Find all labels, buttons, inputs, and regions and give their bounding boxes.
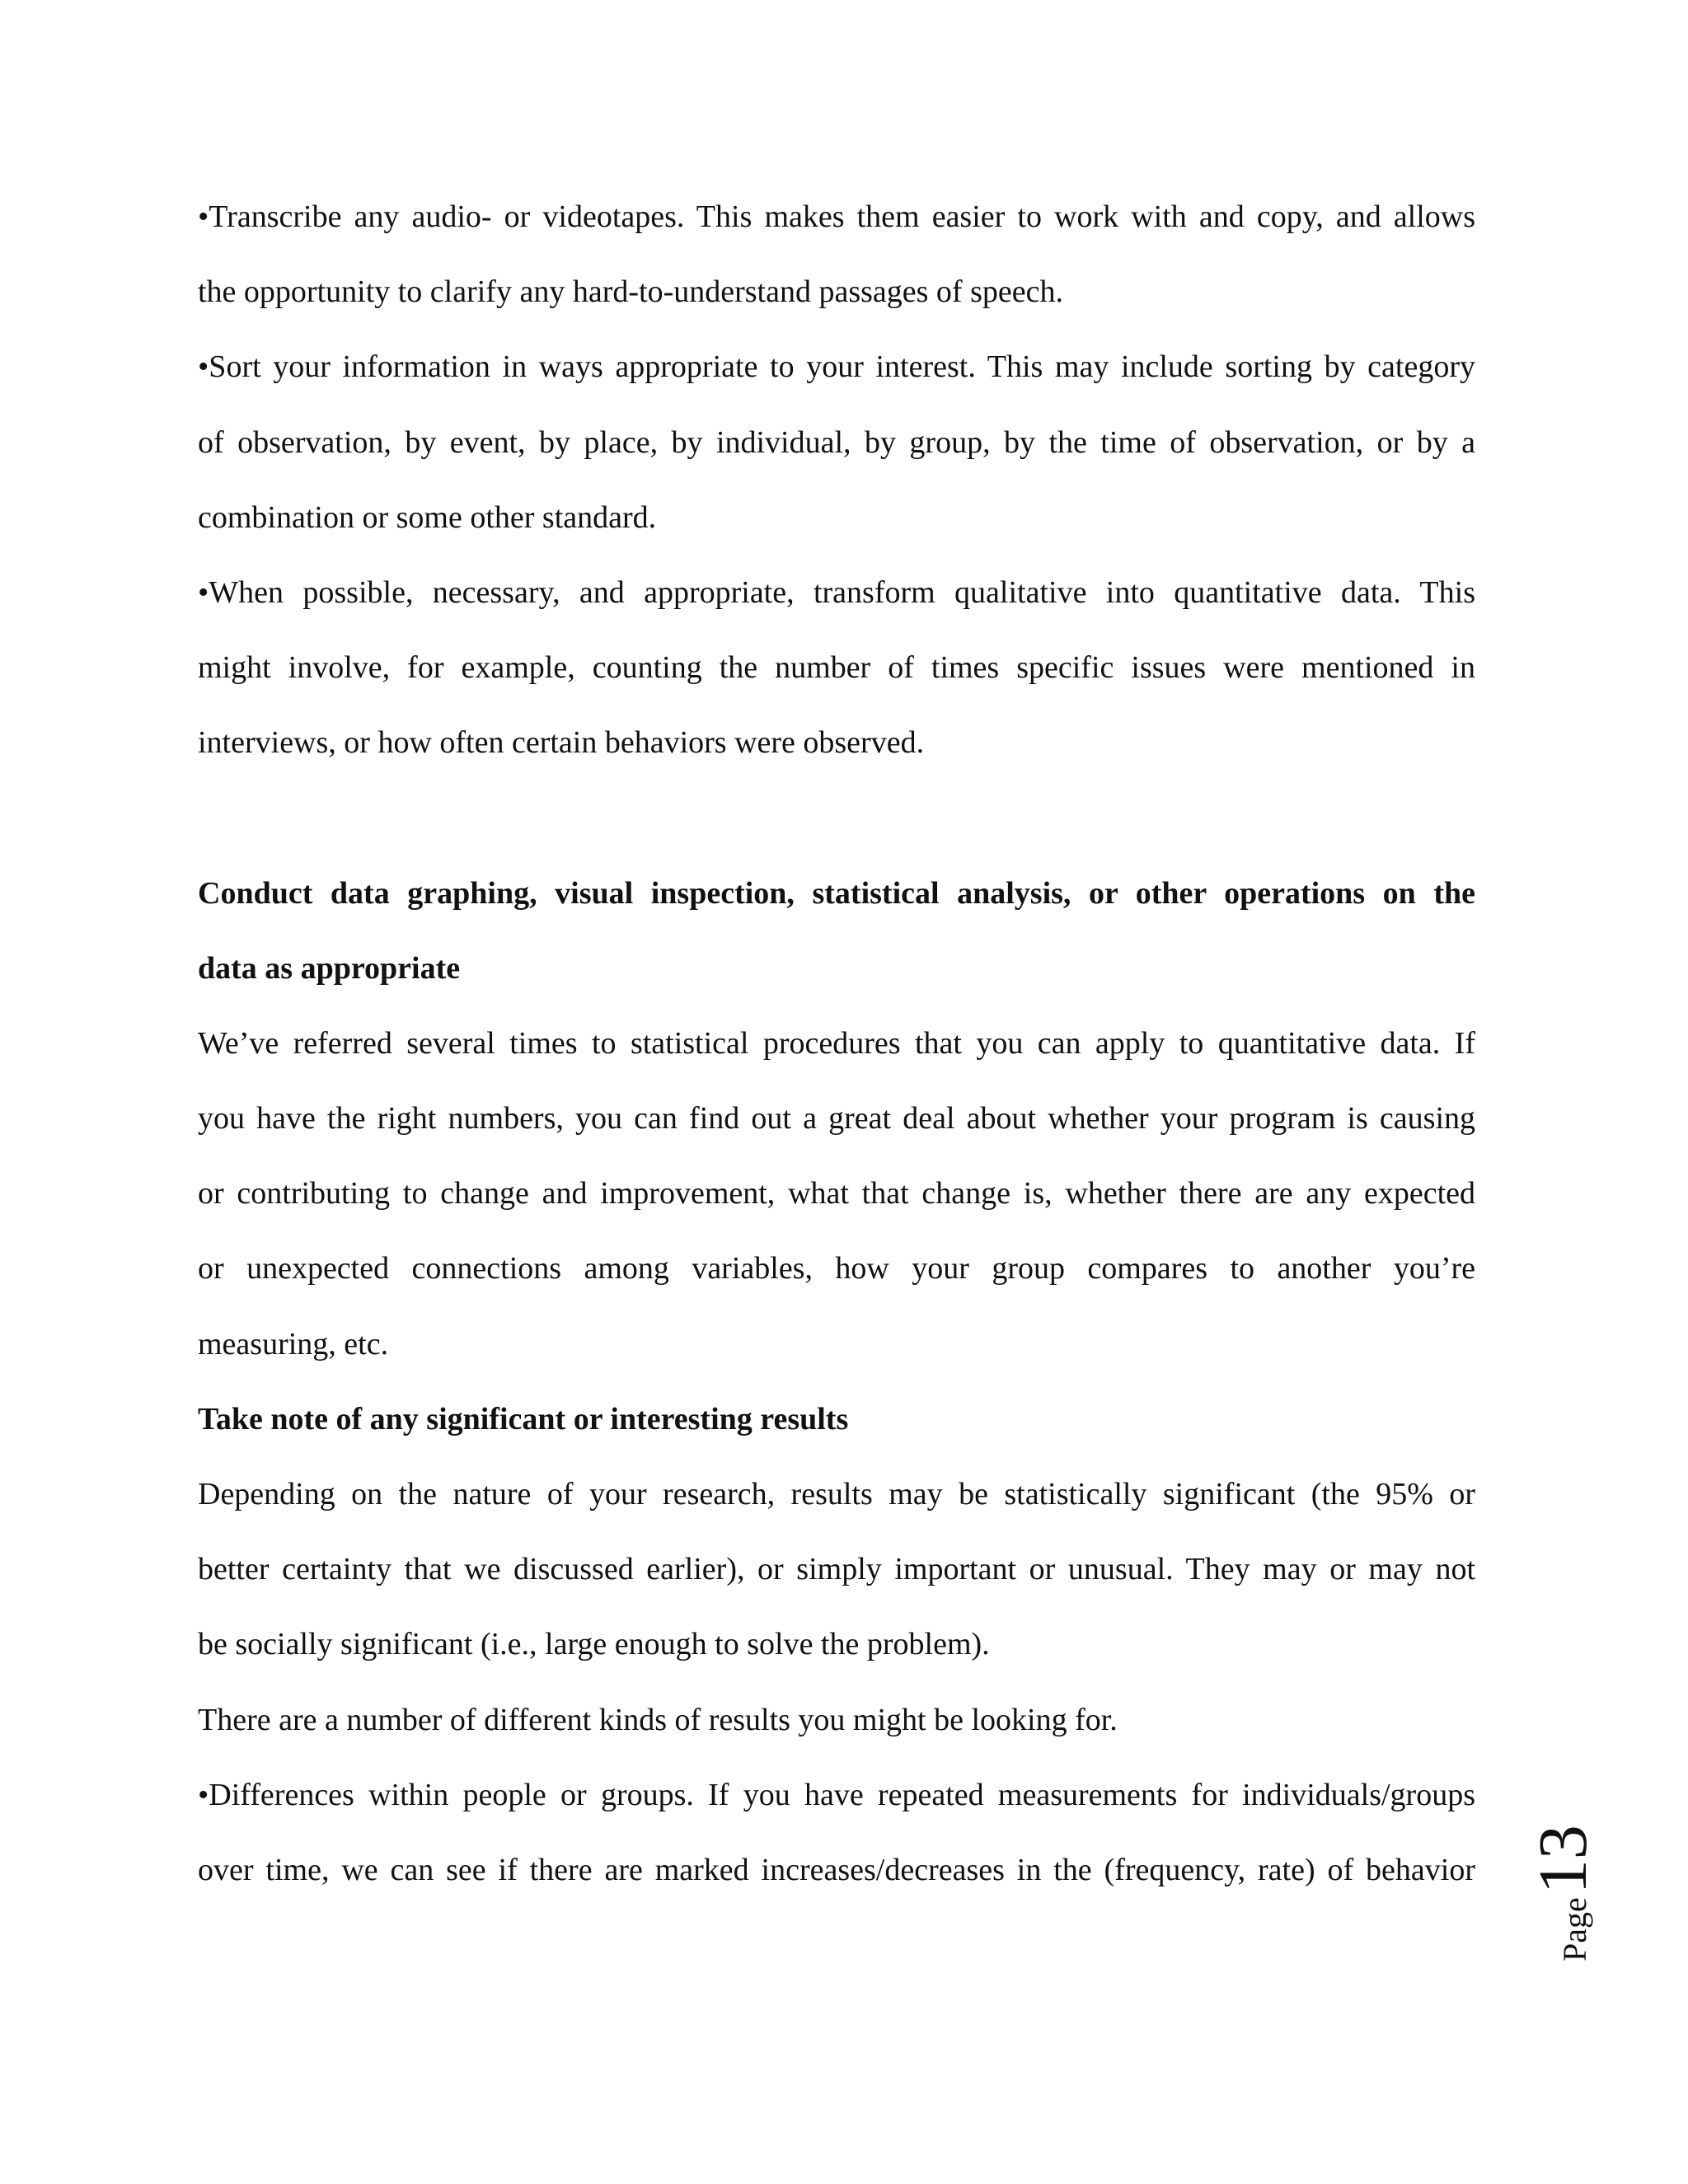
bullet-transform-line-3: interviews, or how often certain behaviors were observed.: [198, 725, 925, 761]
page-number-block: [1515, 1797, 1647, 1961]
page-content: [198, 180, 1475, 1908]
paragraph-line: you have the right numbers, you can find out a great deal about whether your program is causing: [198, 1101, 1475, 1137]
paragraph-line: be socially significant (i.e., large enough to solve the problem).: [198, 1627, 990, 1662]
paragraph-line: or unexpected connections among variables, how your group compares to another you’re: [198, 1251, 1475, 1286]
paragraph-line: or contributing to change and improvement, what that change is, whether there are any expected: [198, 1176, 1475, 1212]
page-label: Page: [1556, 1897, 1593, 1961]
section-heading-line-1: Conduct data graphing, visual inspection, statistical analysis, or other operations on the: [198, 875, 1475, 911]
bullet-transcribe-line-2: the opportunity to clarify any hard-to-understand passages of speech.: [198, 274, 1063, 310]
bullet-sort-line-3: combination or some other standard.: [198, 499, 657, 535]
section-gap: [198, 781, 1475, 856]
page-number: 13: [1525, 1825, 1601, 1895]
bullet-transform-line-2: might involve, for example, counting the number of times specific issues were mentioned in: [198, 650, 1475, 686]
bullet-differences-line-1: •Differences within people or groups. If you have repeated measurements for individuals/groups: [198, 1777, 1475, 1812]
paragraph-line: There are a number of different kinds of results you might be looking for.: [198, 1702, 1118, 1737]
paragraph-line: Depending on the nature of your research, results may be statistically significant (the 95% or: [198, 1477, 1475, 1511]
bullet-differences-line-2: over time, we can see if there are marked increases/decreases in the (frequency, rate) of behavior: [198, 1852, 1475, 1887]
paragraph-line: better certainty that we discussed earlier), or simply important or unusual. They may or may not: [198, 1552, 1475, 1587]
bullet-transcribe-line-1: •Transcribe any audio- or videotapes. This makes them easier to work with and copy, and allows: [198, 199, 1475, 234]
section-heading-line-2: data as appropriate: [198, 950, 461, 986]
bullet-transform-line-1: •When possible, necessary, and appropriate, transform qualitative into quantitative data. This: [198, 574, 1475, 610]
bullet-sort-line-1: •Sort your information in ways appropriate to your interest. This may include sorting by category: [198, 349, 1475, 385]
paragraph-line: measuring, etc.: [198, 1326, 389, 1361]
paragraph-line: We’ve referred several times to statistical procedures that you can apply to quantitative data. If: [198, 1025, 1475, 1061]
subsection-heading: Take note of any significant or interesting results: [198, 1401, 849, 1436]
bullet-sort-line-2: of observation, by event, by place, by individual, by group, by the time of observation, or by a: [198, 424, 1475, 460]
rotated-page-number: [1523, 1825, 1603, 1961]
